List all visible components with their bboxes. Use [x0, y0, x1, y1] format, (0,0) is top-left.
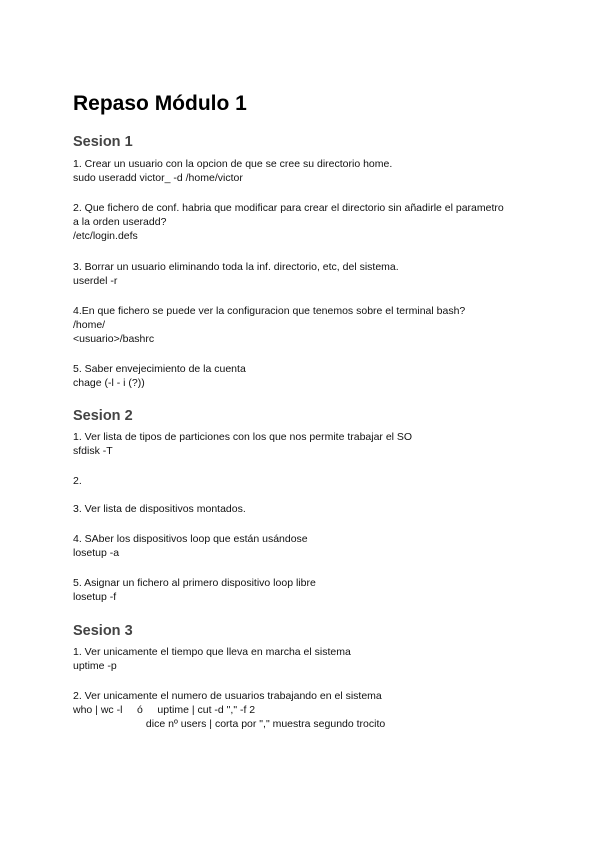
text-line: 5. Saber envejecimiento de la cuenta	[73, 363, 246, 375]
text-line: 1. Crear un usuario con la opcion de que se cree su directorio home.	[73, 158, 393, 170]
text-line: dice nº users | corta por "," muestra segundo trocito	[73, 718, 386, 730]
text-line: 1. Ver lista de tipos de particiones con los que nos permite trabajar el SO	[73, 431, 413, 443]
text-line: sfdisk -T	[73, 445, 113, 457]
text-line: 4. SAber los dispositivos loop que están usándose	[73, 533, 308, 545]
text-line: 2. Que fichero de conf. habria que modificar para crear el directorio sin añadirle el parametro	[73, 202, 504, 214]
section-heading-sesion-1: Sesion 1	[73, 134, 133, 150]
section-heading-sesion-3: Sesion 3	[73, 623, 133, 639]
text-line: 2. Ver unicamente el numero de usuarios trabajando en el sistema	[73, 690, 382, 702]
text-line: 5. Asignar un fichero al primero dispositivo loop libre	[73, 577, 316, 589]
text-line: /home/	[73, 319, 106, 331]
text-line: losetup -f	[73, 591, 117, 603]
text-line: chage (-l - i (?))	[73, 377, 145, 389]
text-line: 1. Ver unicamente el tiempo que lleva en marcha el sistema	[73, 646, 351, 658]
document-title: Repaso Módulo 1	[73, 92, 247, 115]
text-line: 3. Borrar un usuario eliminando toda la inf. directorio, etc, del sistema.	[73, 261, 399, 273]
section-heading-sesion-2: Sesion 2	[73, 408, 133, 424]
text-line: who | wc -l ó uptime | cut -d "," -f 2	[73, 704, 256, 716]
text-line: <usuario>/bashrc	[73, 333, 155, 345]
text-line: 3. Ver lista de dispositivos montados.	[73, 503, 246, 515]
text-line: userdel -r	[73, 275, 118, 287]
text-line: uptime -p	[73, 660, 117, 672]
text-line: sudo useradd victor_ -d /home/victor	[73, 172, 243, 184]
text-line: /etc/login.defs	[73, 230, 138, 242]
text-line: losetup -a	[73, 547, 120, 559]
text-line: a la orden useradd?	[73, 216, 167, 228]
text-line: 2.	[73, 475, 82, 487]
text-line: 4.En que fichero se puede ver la configuracion que tenemos sobre el terminal bash?	[73, 305, 466, 317]
